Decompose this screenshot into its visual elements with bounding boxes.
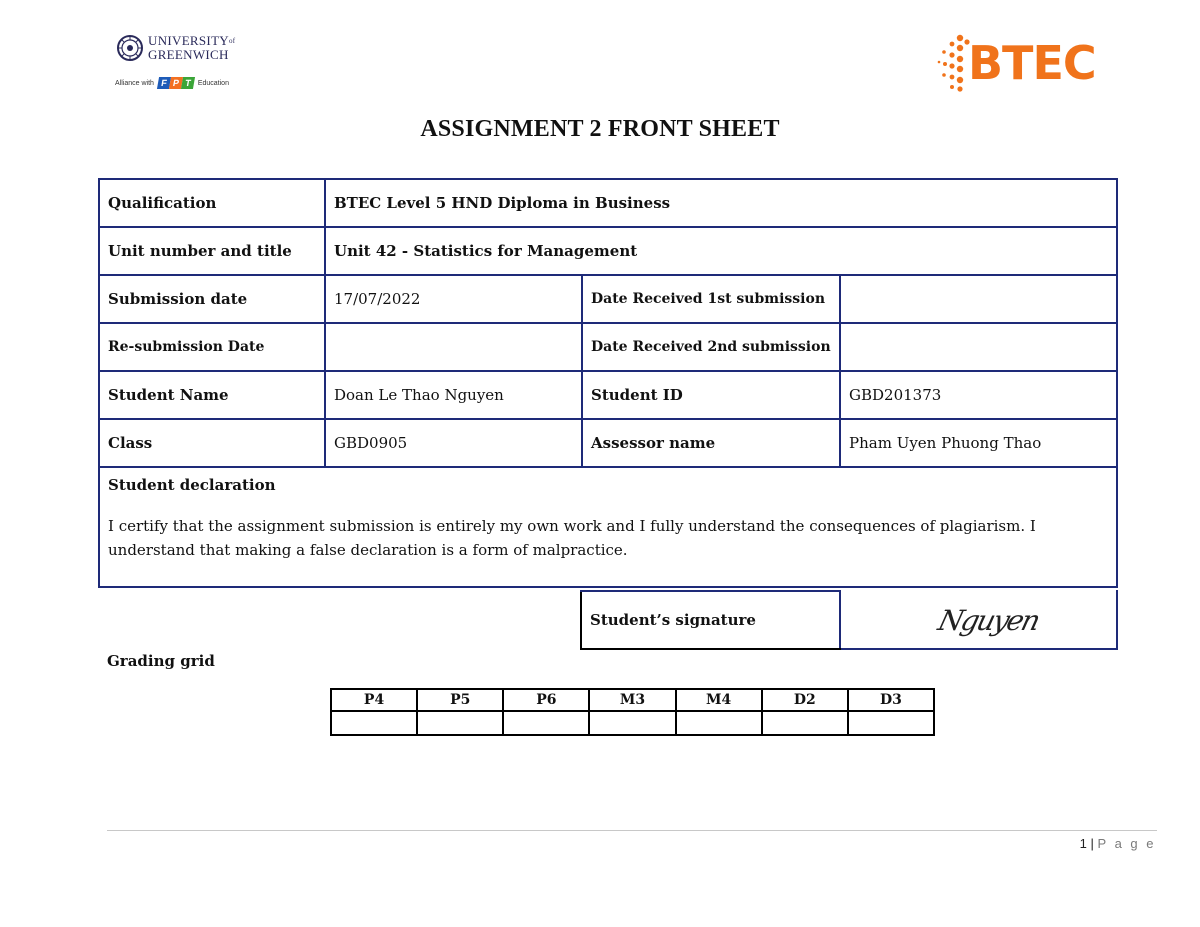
class-label: Class [99, 419, 325, 467]
grade-cell-p5 [417, 711, 503, 735]
grade-cell-d2 [762, 711, 848, 735]
declaration-row [99, 467, 1117, 587]
qualification-label: Qualification [99, 179, 325, 227]
signature-row [581, 591, 1117, 649]
assessor-label: Assessor name [582, 419, 840, 467]
qualification-value: BTEC Level 5 HND Diploma in Business [325, 179, 1117, 227]
class-row [99, 419, 1117, 467]
grade-cell-p6 [503, 711, 589, 735]
grade-header-m3: M3 [589, 689, 675, 711]
footer-divider [107, 830, 1157, 831]
date-received-1-value [840, 275, 1117, 323]
grade-header-p5: P5 [417, 689, 503, 711]
fpt-logo: F P T [158, 77, 194, 89]
student-id-label: Student ID [582, 371, 840, 419]
grade-cell-m4 [676, 711, 762, 735]
unit-row [99, 227, 1117, 275]
declaration-title: Student declaration [108, 476, 276, 494]
university-wordmark: $UNIVERSITY^{of}$ GREENWICH [148, 33, 236, 62]
student-signature: Nguyen [934, 603, 1043, 637]
declaration-text: I certify that the assignment submission is entirely my own work and I fully understand the consequences of plagiarism. I understand that making a false declaration is a form of malpractice. [108, 517, 1036, 559]
page-number: 1 | P a g e [1079, 836, 1156, 851]
date-received-2-label: Date Received 2nd submission [582, 323, 840, 371]
front-sheet-table [98, 178, 1118, 588]
student-id-value: GBD201373 [840, 371, 1117, 419]
submission-row [99, 275, 1117, 323]
submission-date-value: 17/07/2022 [325, 275, 582, 323]
grading-grid-label: Grading grid [107, 652, 215, 670]
grading-grid [330, 688, 935, 736]
resubmission-row [99, 323, 1117, 371]
unit-label: Unit number and title [99, 227, 325, 275]
btec-wordmark: BTEC [968, 36, 1096, 90]
class-value: GBD0905 [325, 419, 582, 467]
signature-label: Student’s signature [581, 591, 840, 649]
front-sheet-page: $UNIVERSITY^{of}$ GREENWICH Alliance with F P T Education BTEC ASSIGNMENT 2 FRONT SHEET Qualification BTEC Level 5 HND Diploma in Business Unit number and title Unit 42 - Statistics for Management Submission date 17/07/2022 Date Received 1st submission Re-submission Date Date Received 2nd submission Student Name Doan Le Thao Nguyen Student ID GBD201373 Class GBD0905 Assessor name Pham Uyen Phuong Thao Student declaration I certify that the assignment submission is entirely my own work and I fully understand the consequences of plagiarism. I understand that making a false declaration is a form of malpractice. Student’s signature Nguyen Grading grid P4 P5 P6 M3 M4 D2 D3 1 | P a g e [0, 0, 1200, 927]
btec-logo [936, 34, 1118, 92]
student-name-label: Student Name [99, 371, 325, 419]
student-name-value: Doan Le Thao Nguyen [325, 371, 582, 419]
student-declaration [99, 467, 1117, 587]
resubmission-date-value [325, 323, 582, 371]
submission-date-label: Submission date [99, 275, 325, 323]
grade-header-p6: P6 [503, 689, 589, 711]
qualification-row [99, 179, 1117, 227]
alliance-with-fpt: Alliance with F P T Education [115, 78, 229, 88]
signature-table [580, 590, 1118, 650]
grade-header-m4: M4 [676, 689, 762, 711]
grade-header-d2: D2 [762, 689, 848, 711]
student-row [99, 371, 1117, 419]
date-received-2-value [840, 323, 1117, 371]
university-of-greenwich-logo [115, 33, 255, 93]
grade-cell-d3 [848, 711, 934, 735]
grade-header-p4: P4 [331, 689, 417, 711]
resubmission-date-label: Re-submission Date [99, 323, 325, 371]
unit-value: Unit 42 - Statistics for Management [325, 227, 1117, 275]
university-seal-icon [117, 35, 143, 61]
signature-cell [840, 591, 1117, 649]
grade-header-d3: D3 [848, 689, 934, 711]
grade-cell-m3 [589, 711, 675, 735]
grading-header-row [331, 689, 934, 711]
date-received-1-label: Date Received 1st submission [582, 275, 840, 323]
grading-value-row [331, 711, 934, 735]
assessor-value: Pham Uyen Phuong Thao [840, 419, 1117, 467]
grade-cell-p4 [331, 711, 417, 735]
